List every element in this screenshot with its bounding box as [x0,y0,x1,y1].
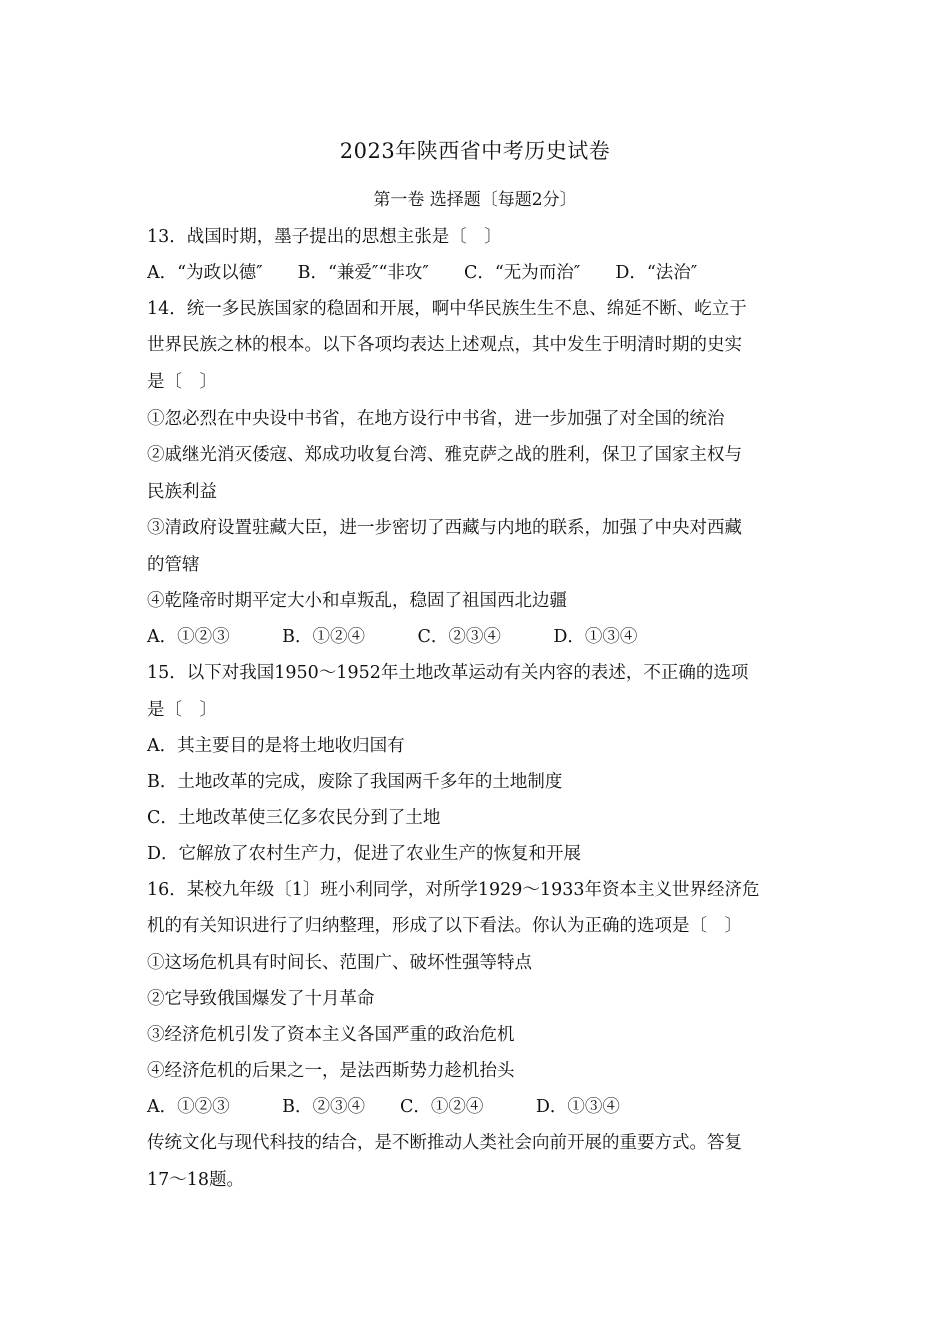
exam-title: 2023年陕西省中考历史试卷 [339,139,611,163]
question-16-item-3: ③经济危机引发了资本主义各国严重的政治危机 [147,1025,515,1045]
passage-intro-line-2: 17～18题。 [147,1170,245,1190]
question-15-option-d: D．它解放了农村生产力，促进了农业生产的恢复和开展 [147,844,582,864]
question-16-stem-line-1: 16．某校九年级〔1〕班小利同学，对所学1929～1933年资本主义世界经济危 [147,880,760,900]
question-14-stem-line-3: 是〔 〕 [147,372,217,392]
question-15-option-c: C．土地改革使三亿多农民分到了土地 [147,808,441,828]
question-16-item-4: ④经济危机的后果之一，是法西斯势力趁机抬头 [147,1061,515,1081]
question-14-stem-line-2: 世界民族之林的根本。以下各项均表达上述观点，其中发生于明清时期的史实 [147,335,742,355]
question-15-stem-line-2: 是〔 〕 [147,700,217,720]
question-14-item-4: ④乾隆帝时期平定大小和卓叛乱，稳固了祖国西北边疆 [147,591,567,611]
question-14-item-2-line-2: 民族利益 [147,482,217,502]
question-13-options: A．“为政以德″ B．“兼爱″“非攻″ C．“无为而治″ D．“法治″ [147,263,698,283]
question-14-item-3-line-1: ③清政府设置驻藏大臣，进一步密切了西藏与内地的联系，加强了中央对西藏 [147,518,742,538]
question-16-item-2: ②它导致俄国爆发了十月革命 [147,989,375,1009]
question-16-options: A．①②③ B．②③④ C．①②④ D．①③④ [147,1097,620,1117]
question-16-item-1: ①这场危机具有时间长、范围广、破坏性强等特点 [147,953,532,973]
section-heading: 第一卷 选择题〔每题2分〕 [373,190,577,210]
question-15-option-b: B．土地改革的完成，废除了我国两千多年的土地制度 [147,772,563,792]
question-14-options: A．①②③ B．①②④ C．②③④ D．①③④ [147,627,638,647]
question-14-stem-line-1: 14．统一多民族国家的稳固和开展，啊中华民族生生不息、绵延不断、屹立于 [147,299,747,319]
question-14-item-3-line-2: 的管辖 [147,555,200,575]
question-14-item-2-line-1: ②戚继光消灭倭寇、郑成功收复台湾、雅克萨之战的胜利，保卫了国家主权与 [147,445,742,465]
question-13-stem: 13．战国时期，墨子提出的思想主张是〔 〕 [147,227,502,247]
question-14-item-1: ①忽必烈在中央设中书省，在地方设行中书省，进一步加强了对全国的统治 [147,409,725,429]
question-15-stem-line-1: 15．以下对我国1950～1952年土地改革运动有关内容的表述，不正确的选项 [147,663,749,683]
question-15-option-a: A．其主要目的是将土地收归国有 [147,736,405,756]
passage-intro-line-1: 传统文化与现代科技的结合，是不断推动人类社会向前开展的重要方式。答复 [147,1133,742,1153]
question-16-stem-line-2: 机的有关知识进行了归纳整理，形成了以下看法。你认为正确的选项是〔 〕 [147,916,742,936]
